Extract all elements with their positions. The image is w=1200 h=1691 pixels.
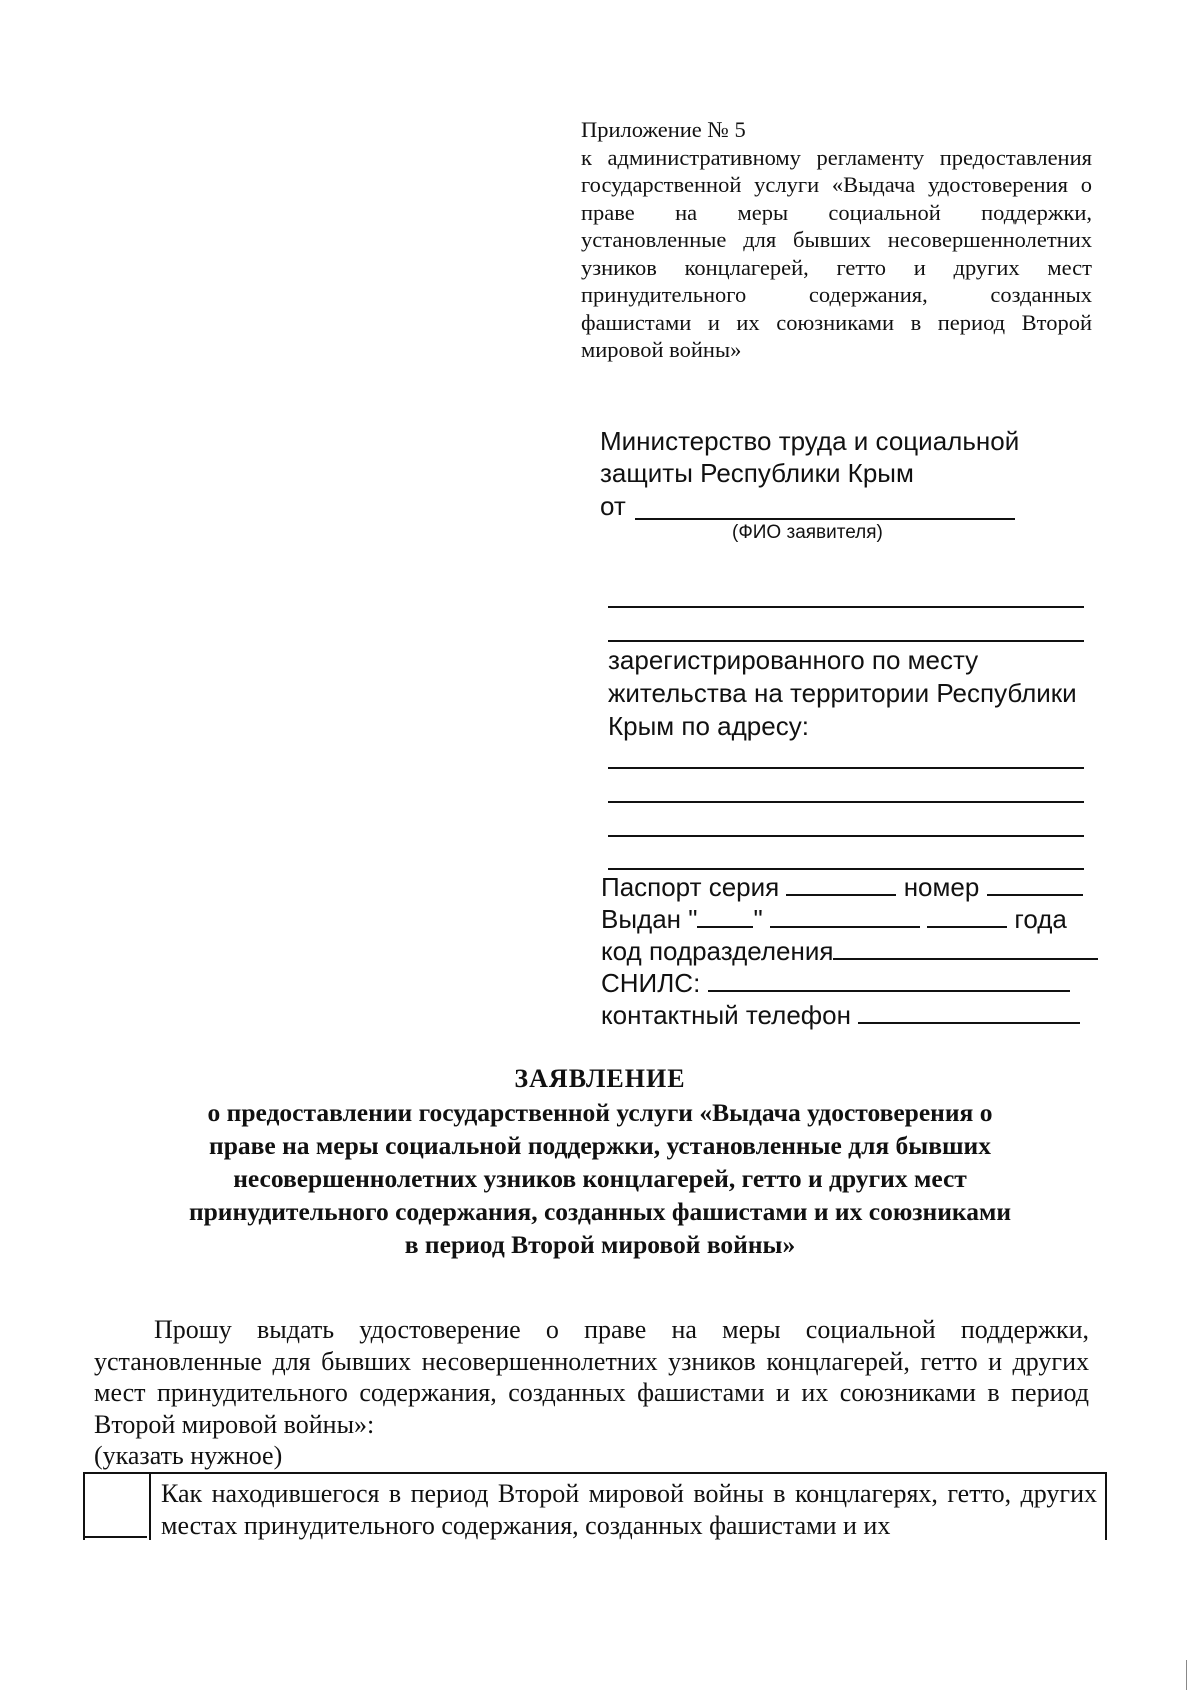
registered-line-3: Крым по адресу: bbox=[608, 711, 809, 741]
options-table bbox=[83, 1472, 1107, 1540]
phone-row bbox=[601, 999, 1080, 1031]
applicant-name-field[interactable] bbox=[635, 518, 1015, 520]
passport-number-field[interactable] bbox=[987, 872, 1083, 896]
address-field-1[interactable] bbox=[608, 767, 1084, 769]
statement-subtitle-line-1: о предоставлении государственной услуги «Выдача удостоверения о bbox=[207, 1098, 993, 1127]
annex-header bbox=[581, 116, 1092, 364]
annex-title: Приложение № 5 bbox=[581, 117, 746, 142]
applicant-name-line-2[interactable] bbox=[608, 606, 1084, 608]
statement-subtitle-line-5: в период Второй мировой войны» bbox=[404, 1230, 796, 1259]
issued-year-field[interactable] bbox=[927, 904, 1007, 928]
statement-subtitle-line-3: несовершеннолетних узников концлагерей, гетто и других мест bbox=[233, 1164, 967, 1193]
select-note: (указать нужное) bbox=[94, 1441, 283, 1470]
issued-day-field[interactable] bbox=[697, 904, 753, 928]
registered-line-2: жительства на территории Республики bbox=[608, 678, 1077, 708]
division-code-field[interactable] bbox=[833, 936, 1098, 960]
applicant-name-line-3[interactable] bbox=[608, 640, 1084, 642]
annex-body: к административному регламенту предоставления государственной услуги «Выдача удостоверения о праве на меры социальной поддержки, установленные для бывших несовершеннолетних узников концлагерей, гетто и других мест принудительного содержания, созданных фашистами и их союзниками в период Второй мировой войны» bbox=[581, 144, 1092, 362]
from-label: от bbox=[600, 491, 626, 521]
division-code-row bbox=[601, 935, 1098, 967]
statement-subtitle-line-2: праве на меры социальной поддержки, установленные для бывших bbox=[209, 1131, 991, 1160]
passport-number-label: номер bbox=[903, 872, 980, 902]
applicant-name-caption: (ФИО заявителя) bbox=[732, 522, 883, 543]
registered-line-1: зарегистрированного по месту bbox=[608, 645, 979, 675]
address-field-3[interactable] bbox=[608, 835, 1084, 837]
issued-month-field[interactable] bbox=[770, 904, 920, 928]
request-text: Прошу выдать удостоверение о праве на меры социальной поддержки, установленные для бывших несовершеннолетних узников концлагерей, гетто и других мест принудительного содержания, созданных фашистами и их союзниками в период Второй мировой войны»: bbox=[94, 1315, 1089, 1439]
option-text: Как находившегося в период Второй мировой войны в концлагерях, гетто, других местах принудительного содержания, созданных фашистами и их bbox=[161, 1479, 1097, 1540]
option-checkbox[interactable] bbox=[85, 1474, 151, 1540]
statement-title: ЗАЯВЛЕНИЕ bbox=[514, 1064, 686, 1093]
snils-row bbox=[601, 967, 1070, 999]
phone-label: контактный телефон bbox=[601, 1000, 851, 1030]
passport-series-label: Паспорт серия bbox=[601, 872, 780, 902]
passport-series-field[interactable] bbox=[786, 872, 896, 896]
address-field-4[interactable] bbox=[608, 868, 1084, 870]
snils-label: СНИЛС: bbox=[601, 968, 701, 998]
addressee-line-2: защиты Республики Крым bbox=[600, 458, 914, 488]
phone-field[interactable] bbox=[858, 1000, 1080, 1024]
request-paragraph bbox=[94, 1314, 1089, 1440]
address-field-2[interactable] bbox=[608, 801, 1084, 803]
division-code-label: код подразделения bbox=[601, 936, 834, 966]
page-edge-mark bbox=[1186, 1660, 1187, 1690]
passport-row bbox=[601, 871, 1083, 903]
snils-field[interactable] bbox=[708, 968, 1070, 992]
statement-subtitle-line-4: принудительного содержания, созданных фашистами и их союзниками bbox=[188, 1197, 1012, 1226]
issued-row bbox=[601, 903, 1067, 935]
issued-quote: " bbox=[753, 904, 763, 934]
checkbox-bottom-border bbox=[83, 1536, 147, 1538]
issued-label: Выдан " bbox=[601, 904, 698, 934]
year-label: года bbox=[1014, 904, 1067, 934]
addressee-line-1: Министерство труда и социальной bbox=[600, 426, 1020, 456]
